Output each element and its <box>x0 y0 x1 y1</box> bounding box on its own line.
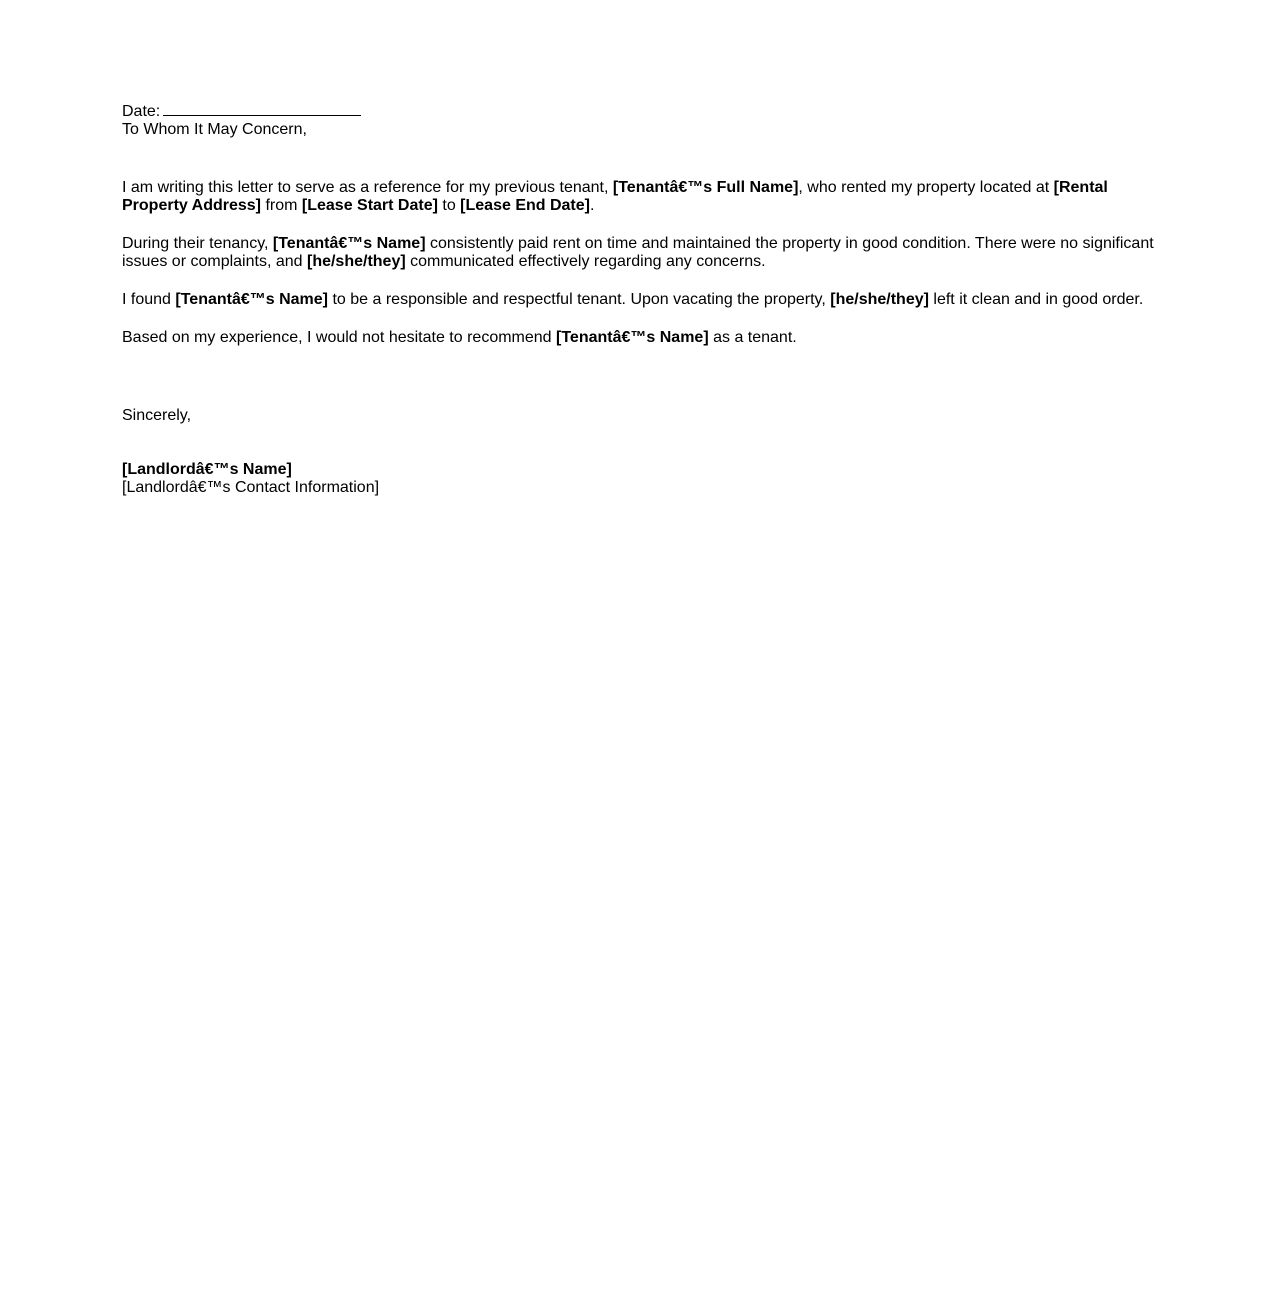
paragraph-tenancy <box>122 235 1162 271</box>
p3-text-3: left it clean and in good order. <box>928 291 1144 308</box>
lease-start-placeholder: [Lease Start Date] <box>301 197 438 214</box>
paragraph-assessment <box>122 291 1162 309</box>
p4-text-1: Based on my experience, I would not hesitate to recommend <box>122 329 557 346</box>
p1-text-4: to <box>437 197 461 214</box>
p3-text-1: I found <box>122 291 176 308</box>
p1-text-3: from <box>261 197 302 214</box>
p2-text-1: During their tenancy, <box>122 235 273 252</box>
date-blank <box>163 100 361 116</box>
rental-address-placeholder: [Rental Property Address] <box>122 179 1108 214</box>
paragraph-recommendation <box>122 329 1162 347</box>
p2-text-2: consistently paid rent on time and maintained the property in good condition. There were no significant issues or complaints, and <box>122 235 1154 270</box>
salutation: To Whom It May Concern, <box>122 121 307 138</box>
p1-text-2: , who rented my property located at <box>798 179 1054 196</box>
closing: Sincerely, <box>122 407 192 424</box>
signature-name: [Landlordâ€™s Name] <box>122 461 292 478</box>
paragraph-reference-intro <box>122 179 1162 215</box>
tenant-name-placeholder: [Tenantâ€™s Name] <box>556 329 709 346</box>
p4-text-2: as a tenant. <box>708 329 797 346</box>
pronoun-placeholder: [he/she/they] <box>830 291 929 308</box>
p1-text-1: I am writing this letter to serve as a reference for my previous tenant, <box>122 179 613 196</box>
letter-body <box>122 100 1162 497</box>
tenant-name-placeholder: [Tenantâ€™s Name] <box>175 291 329 308</box>
date-line <box>122 100 1162 121</box>
date-label: Date: <box>122 103 161 120</box>
pronoun-placeholder: [he/she/they] <box>306 253 406 270</box>
p1-text-5: . <box>589 197 595 214</box>
lease-end-placeholder: [Lease End Date] <box>460 197 590 214</box>
p2-text-3: communicated effectively regarding any concerns. <box>405 253 766 270</box>
tenant-full-name-placeholder: [Tenantâ€™s Full Name] <box>612 179 799 196</box>
signature-contact: [Landlordâ€™s Contact Information] <box>122 479 380 496</box>
tenant-name-placeholder: [Tenantâ€™s Name] <box>272 235 426 252</box>
p3-text-2: to be a responsible and respectful tenant. Upon vacating the property, <box>328 291 831 308</box>
